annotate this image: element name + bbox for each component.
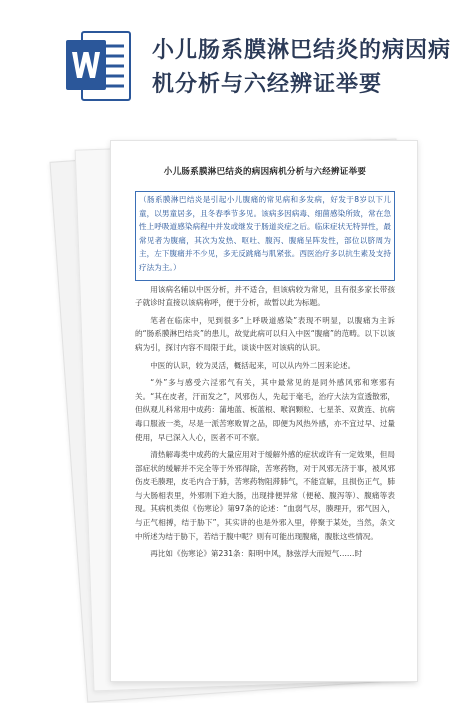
document-page	[110, 140, 418, 682]
page-title: 小儿肠系膜淋巴结炎的病因病机分析与六经辨证举要	[152, 38, 452, 97]
highlighted-box	[135, 191, 395, 281]
word-doc-icon	[66, 28, 132, 104]
body-paragraph: 笔者在临床中，见到很多“上呼吸道感染”表现不明显，以腹痛为主诉的“肠系膜淋巴结炎”的患儿，故觉此病可以归入中医“腹痛”的范畴。以下以该病为引，探讨内容不局限于此，谈谈中医对该病的认识。	[135, 315, 395, 352]
header-banner	[0, 0, 474, 130]
document-preview[interactable]	[98, 140, 418, 675]
body-paragraph: 用该病名辅以中医分析，并不适合，但该病较为常见，且有很多家长带孩子就诊时直接以该病称呼，便于分析，故暂以此为标题。	[135, 284, 395, 308]
body-paragraph: 清热解毒类中成药的大量应用对于缓解外感的症状或许有一定效果，但局部症状的缓解并不完全等于外邪得除，苦寒药物，对于风邪无济于事，被风邪伤皮毛腠理，皮毛内合于肺，苦寒药物阻滞肺气，不能宣解，且损伤正气，肺与大肠相表里，外邪则下迫大肠，出现排便异常（便秘、腹泻等）、腹痛等表现。其病机类似《伤寒论》第97条的论述：“血弱气尽，腠理开，邪气因入，与正气相搏，结于胁下”，其实讲的也是外邪入里，停聚于某处，当然，条文中所述为结于胁下，若结于腹中呢？则有可能出现腹痛，腹胀这些情况。	[135, 450, 395, 541]
document-title: 小儿肠系膜淋巴结炎的病因病机分析与六经辨证举要	[163, 167, 367, 177]
body-paragraph: 再比如《伤寒论》第231条：阳明中风，脉弦浮大而短气……时	[150, 549, 363, 559]
body-paragraph: “外”多与感受六淫邪气有关，其中最常见的是同外感风邪和寒邪有关。“其在皮者，汗而发之”，风邪伤人，先起于毫毛，治疗大法为宣透散邪，但纵观儿科常用中成药：蒲地蓝、板蓝根、喉润颗粒、七星茶、双黄连、抗病毒口服液一类，尽是一派苦寒败胃之品，即便为风热外感，亦不宜过早、过量使用，早已深入人心，医者不可不察。	[135, 378, 395, 442]
body-paragraph: 中医的认识，较为灵活，概括起来，可以从内外二因来论述。	[150, 360, 356, 370]
highlighted-paragraph: （肠系膜淋巴结炎是引起小儿腹痛的常见病和多发病，好发于8岁以下儿童，以男童居多，且冬春季节多见。该病多因病毒、细菌感染所致，常在急性上呼吸道感染病程中并发或继发于肠道炎症之后。临床症状无特异性，最常见者为腹痛，其次为发热、呕吐、腹泻、腹痛呈阵发性，部位以脐周为主，左下腹痛并不少见，多无反跳痛与肌紧张。西医治疗多以抗生素及支持疗法为主。）	[139, 195, 391, 272]
